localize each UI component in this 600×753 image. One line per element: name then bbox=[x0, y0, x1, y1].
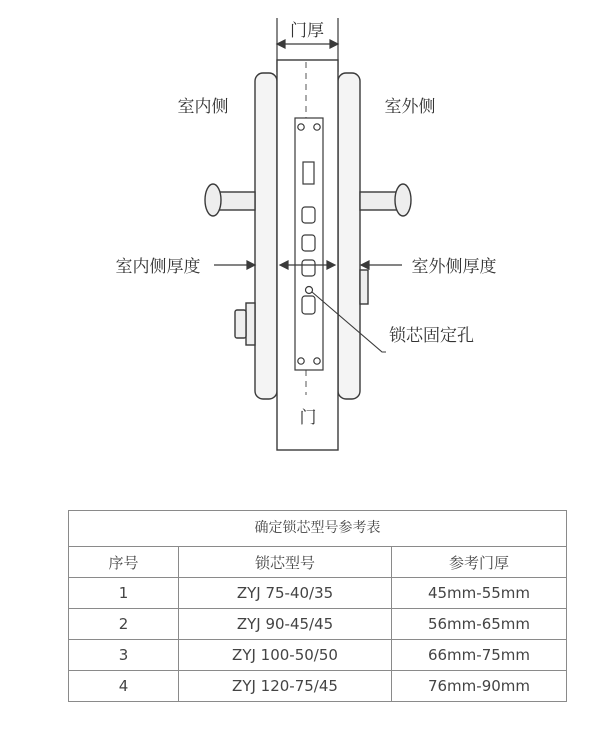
cell-model: ZYJ 120-75/45 bbox=[179, 671, 392, 702]
header-index: 序号 bbox=[69, 547, 179, 578]
lock-cylinder-reference-table bbox=[68, 510, 567, 702]
outdoor-panel bbox=[338, 73, 360, 399]
fixing-hole-label: 锁芯固定孔 bbox=[389, 326, 474, 346]
header-thickness: 参考门厚 bbox=[392, 547, 567, 578]
cell-thickness: 76mm-90mm bbox=[392, 671, 567, 702]
cell-thickness: 66mm-75mm bbox=[392, 640, 567, 671]
cell-index: 4 bbox=[69, 671, 179, 702]
outdoor-side-label: 室外侧 bbox=[384, 97, 436, 117]
door-thickness-label: 门厚 bbox=[290, 21, 324, 41]
header-model: 锁芯型号 bbox=[179, 547, 392, 578]
mortise-faceplate bbox=[295, 118, 323, 370]
table-row bbox=[69, 671, 567, 702]
cell-thickness: 56mm-65mm bbox=[392, 609, 567, 640]
cell-model: ZYJ 90-45/45 bbox=[179, 609, 392, 640]
indoor-panel bbox=[255, 73, 277, 399]
cell-model: ZYJ 75-40/35 bbox=[179, 578, 392, 609]
door-label: 门 bbox=[299, 408, 317, 428]
indoor-thickness-label: 室内侧厚度 bbox=[115, 257, 201, 277]
indoor-side-label: 室内侧 bbox=[177, 97, 229, 117]
table-header-row bbox=[69, 547, 567, 578]
table-row bbox=[69, 640, 567, 671]
deadbolt-icon bbox=[235, 303, 255, 345]
outdoor-thickness-label: 室外侧厚度 bbox=[411, 257, 497, 277]
cell-index: 2 bbox=[69, 609, 179, 640]
lock-cylinder-icon bbox=[360, 270, 368, 304]
table-row bbox=[69, 578, 567, 609]
cell-model: ZYJ 100-50/50 bbox=[179, 640, 392, 671]
table-caption: 确定锁芯型号参考表 bbox=[68, 510, 567, 546]
cell-index: 3 bbox=[69, 640, 179, 671]
table-row bbox=[69, 609, 567, 640]
cell-index: 1 bbox=[69, 578, 179, 609]
fixing-hole bbox=[306, 287, 313, 294]
cell-thickness: 45mm-55mm bbox=[392, 578, 567, 609]
